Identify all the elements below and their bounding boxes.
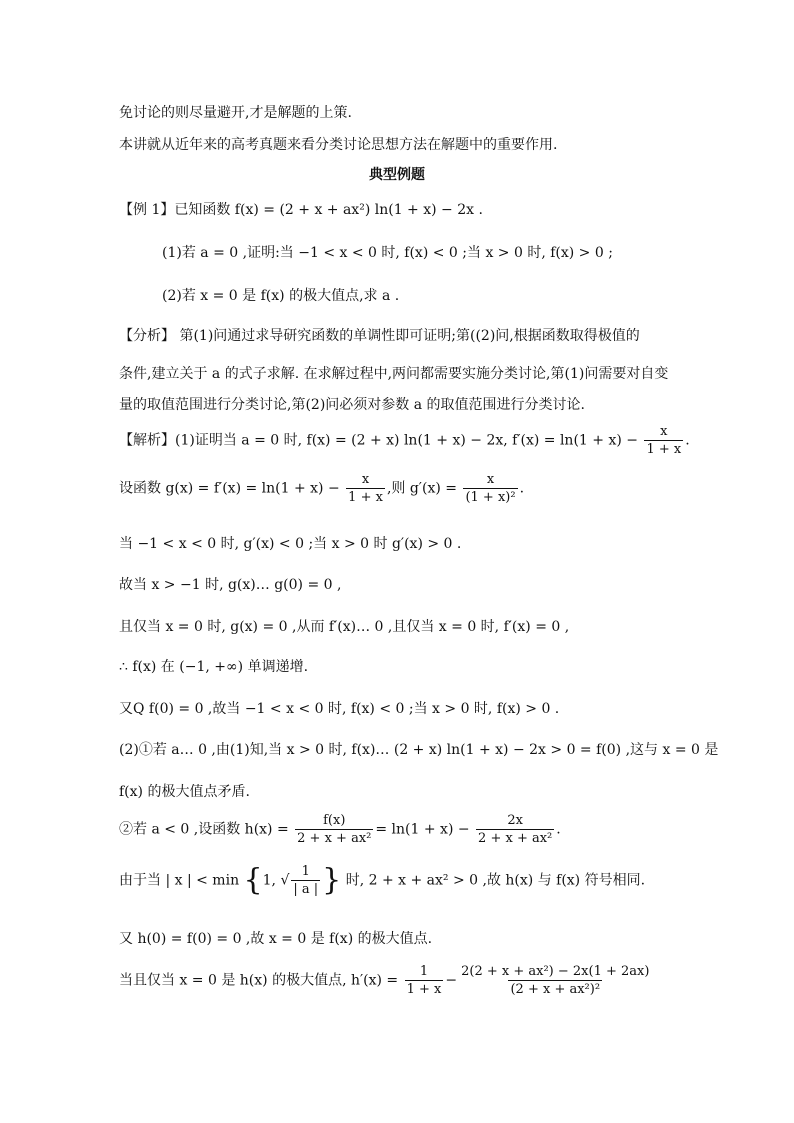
solution-line-11	[119, 862, 646, 898]
fraction-denominator: 1 + x	[646, 442, 682, 457]
brace-close: }	[322, 862, 342, 898]
solution-line-2-mid: ,则 g′(x) =	[386, 480, 457, 497]
brace-open: {	[243, 862, 263, 898]
fraction-denominator: 1 + x	[348, 490, 383, 505]
intro-line-2: 本讲就从近年来的高考真题来看分类讨论思想方法在解题中的重要作用.	[119, 137, 558, 153]
solution-line-10	[119, 814, 561, 845]
fraction	[459, 965, 651, 996]
fraction	[463, 473, 517, 504]
fraction-denominator: 2 + x + ax²	[478, 831, 553, 846]
intro-line-1: 免讨论的则尽量避开,才是解题的上策.	[119, 105, 352, 121]
solution-line-9: f(x) 的极大值点矛盾.	[119, 784, 250, 800]
fraction-numerator: 2(2 + x + ax²) − 2x(1 + 2ax)	[461, 964, 650, 979]
example-1-part-1: (1)若 a = 0 ,证明:当 −1 < x < 0 时, f(x) < 0 ;当 x > 0 时, f(x) > 0 ;	[162, 245, 613, 261]
fraction-denominator: (2 + x + ax²)²	[510, 982, 601, 997]
solution-line-8: (2)①若 a… 0 ,由(1)知,当 x > 0 时, f(x)… (2 + x) ln(1 + x) − 2x > 0 = f(0) ,这与 x = 0 是	[119, 742, 719, 758]
solution-line-1	[119, 425, 690, 456]
analysis-line-3: 量的取值范围进行分类讨论,第(2)问必须对参数 a 的取值范围进行分类讨论.	[119, 397, 585, 413]
fraction-numerator: 2x	[507, 813, 523, 828]
fraction	[644, 425, 683, 456]
solution-line-5: 且仅当 x = 0 时, g(x) = 0 ,从而 f′(x)… 0 ,且仅当 x = 0 时, f′(x) = 0 ,	[119, 619, 570, 635]
fraction-numerator: 1	[301, 864, 310, 879]
solution-line-13	[119, 965, 653, 996]
period: .	[519, 480, 525, 497]
solution-line-10-text: ②若 a < 0 ,设函数 h(x) =	[119, 821, 289, 838]
analysis-line-2: 条件,建立关于 a 的式子求解. 在求解过程中,两问都需要实施分类讨论,第(1)问需要对自变	[119, 366, 669, 382]
fraction	[295, 814, 373, 845]
fraction	[346, 473, 385, 504]
solution-line-11-c: 时, 2 + x + ax² > 0 ,故 h(x) 与 f(x) 符号相同.	[345, 872, 646, 889]
fraction-numerator: 1	[419, 964, 429, 979]
period: .	[685, 432, 690, 449]
fraction	[476, 814, 554, 845]
fraction-numerator: x	[660, 424, 668, 439]
fraction-numerator: x	[486, 472, 495, 487]
solution-line-13-text: 当且仅当 x = 0 是 h(x) 的极大值点, h′(x) =	[119, 972, 399, 989]
fraction-denominator: (1 + x)²	[465, 490, 516, 505]
fraction	[291, 865, 320, 896]
fraction-denominator: 2 + x + ax²	[297, 831, 372, 846]
solution-line-6: ∴ f(x) 在 (−1, +∞) 单调递增.	[119, 659, 309, 675]
fraction	[405, 965, 444, 996]
solution-line-7: 又Q f(0) = 0 ,故当 −1 < x < 0 时, f(x) < 0 ;当 x > 0 时, f(x) > 0 .	[119, 701, 560, 717]
section-heading: 典型例题	[369, 167, 425, 183]
solution-line-1-text: 【解析】(1)证明当 a = 0 时, f(x) = (2 + x) ln(1 + x) − 2x, f′(x) = ln(1 + x) −	[119, 432, 638, 449]
example-1-part-2: (2)若 x = 0 是 f(x) 的极大值点,求 a .	[162, 288, 400, 304]
example-1-statement: 【例 1】已知函数 f(x) = (2 + x + ax²) ln(1 + x) − 2x .	[119, 202, 483, 218]
solution-line-11-a: 由于当 | x | < min	[119, 872, 240, 889]
solution-line-2-text: 设函数 g(x) = f′(x) = ln(1 + x) −	[119, 480, 340, 497]
fraction-denominator: | a |	[293, 882, 319, 897]
fraction-denominator: 1 + x	[406, 982, 442, 997]
solution-line-11-b: 1, √	[262, 872, 290, 889]
solution-line-3: 当 −1 < x < 0 时, g′(x) < 0 ;当 x > 0 时 g′(x) > 0 .	[119, 536, 462, 552]
solution-line-10-mid: = ln(1 + x) −	[375, 821, 470, 838]
solution-line-2	[119, 473, 524, 504]
fraction-numerator: f(x)	[323, 813, 346, 828]
solution-line-12: 又 h(0) = f(0) = 0 ,故 x = 0 是 f(x) 的极大值点.	[119, 931, 433, 947]
minus-sign: −	[445, 972, 458, 989]
solution-line-4: 故当 x > −1 时, g(x)… g(0) = 0 ,	[119, 577, 342, 593]
fraction-numerator: x	[361, 472, 370, 487]
period: .	[556, 821, 561, 838]
analysis-line-1: 【分析】 第(1)问通过求导研究函数的单调性即可证明;第((2)问,根据函数取得极值的	[119, 328, 640, 344]
